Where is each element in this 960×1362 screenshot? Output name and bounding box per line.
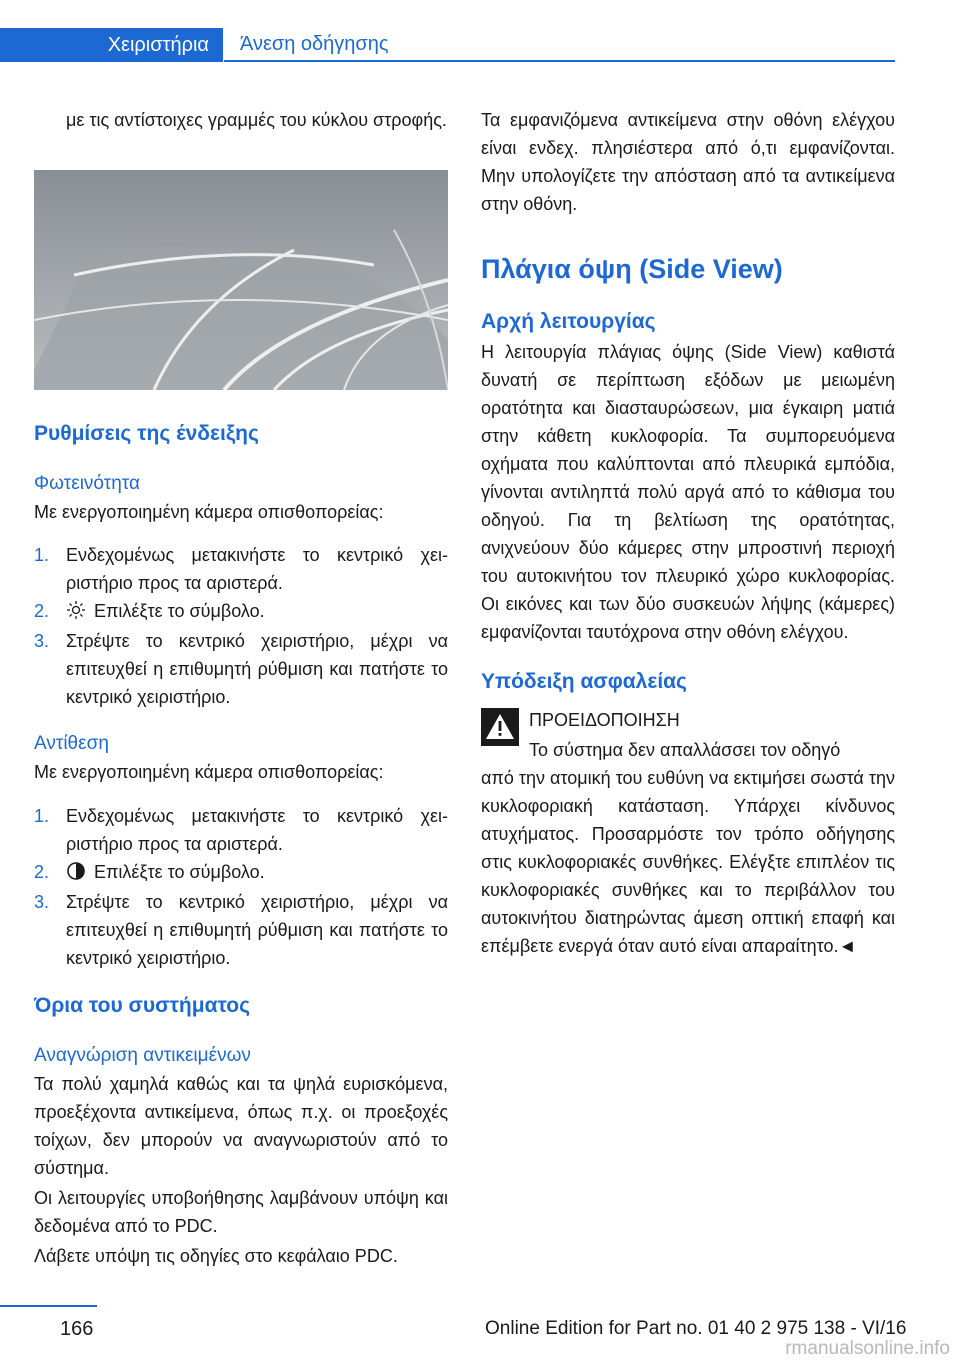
principle-heading: Αρχή λειτουργίας <box>481 310 656 333</box>
camera-view-figure <box>34 170 448 390</box>
principle-text: Η λειτουργία πλάγιας όψης (Side View) καθιστά δυνατή σε περίπτωση εξόδων με μειωμένη ορατότητα και διασταυρώσεων, μια έγκαιρη ματιά στην κάθετη κυκλοφορία. Τα συμπορευόμενα οχήματα που καλύπτονται από πλευρικά εμπόδια, γίνονται αντιληπτά πολύ αργά από το κάθισμα του οδηγού. Για τη βελτίωση της ορατότητας, ανιχνεύουν δύο κάμερες στην μπροστινή περιοχή του αυτοκινήτου τον πλευρικό χώρο κυκλοφορίας. Οι εικόνες και των δύο συσκευών λήψης (κάμερες) εμφανίζονται ταυτόχρονα στην οθόνη ελέγχου. <box>481 342 895 642</box>
detection-paragraph-3: Λάβετε υπόψη τις οδηγίες στο κεφάλαιο PDC. <box>34 1246 398 1266</box>
list-item <box>34 858 448 886</box>
list-item <box>34 627 448 711</box>
settings-heading: Ρυθμίσεις της ένδειξης <box>34 422 259 445</box>
step-text: Ενδεχομένως μετακινήστε το κεντρικό χειριστήριο προς τα αριστερά. <box>66 806 448 854</box>
warning-triangle-icon <box>481 708 519 746</box>
footer-rule <box>0 1305 97 1307</box>
step-number: 3. <box>34 892 50 912</box>
step-number: 1. <box>34 806 50 826</box>
warning-text: από την ατομική του ευθύνη να εκτιμήσει σωστά την κυκλοφοριακή κατάσταση. Υπάρχει κίνδυνος ατυχήματος. Προσαρμόστε τον τρόπο οδήγησης στις κυκλοφοριακές συνθήκες. Ελέγξτε επιπλέον τις κυκλοφοριακές συνθήκες και το περιβάλλον του αυτοκινήτου διατηρώντας άμεση οπτική επαφή και επέμβετε ενεργά όταν αυτό είναι απαραίτητο.◄ <box>481 768 895 956</box>
page-number: 166 <box>60 1318 94 1340</box>
step-text: Ενδεχομένως μετακινήστε το κεντρικό χειριστήριο προς τα αριστερά. <box>66 545 448 593</box>
contrast-lead: Με ενεργοποιημένη κάμερα οπισθοπορείας: <box>34 762 384 782</box>
edition-note: Online Edition for Part no. 01 40 2 975 138 - VI/16 <box>485 1318 907 1339</box>
tab-driving-comfort[interactable]: Άνεση οδήγησης <box>224 28 895 62</box>
list-item <box>34 888 448 972</box>
list-item <box>34 541 448 597</box>
step-text: Στρέψτε το κεντρικό χειριστήριο, μέχρι να επιτευχθεί η επιθυμητή ρύθμιση και πατήστε το κεντρικό χειριστήριο. <box>66 892 448 968</box>
warning-label: ΠΡΟΕΙΔΟΠΟΙΗΣΗ <box>529 710 680 730</box>
step-text: Επιλέξτε το σύμβολο. <box>94 601 265 621</box>
system-limits-heading: Όρια του συστήματος <box>34 994 251 1017</box>
detection-paragraph-2: Οι λειτουργίες υποβοήθησης λαμβάνουν υπόψη και δεδομένα από το PDC. <box>34 1188 448 1236</box>
detection-paragraph-1: Τα πολύ χαμηλά καθώς και τα ψηλά ευρισκόμενα, προεξέχοντα αντικείμενα, όπως π.χ. οι προεξοχές τοίχων, δεν μπορούν να αναγνωριστούν από το σύστημα. <box>34 1074 448 1178</box>
step-number: 2. <box>34 862 50 882</box>
step-content <box>66 597 448 625</box>
contrast-heading: Αντίθεση <box>34 733 109 754</box>
display-note-text: Τα εμφανιζόμενα αντικείμενα στην οθόνη ελέγχου είναι ενδεχ. πλησιέστερα από ό,τι εμφανίζονται. Μην υπολογίζετε την απόσταση από τα αντικείμενα στην οθόνη. <box>481 110 895 214</box>
sun-brightness-icon <box>66 600 86 620</box>
step-number: 3. <box>34 631 50 651</box>
step-number: 1. <box>34 545 50 565</box>
step-content <box>66 858 448 886</box>
contrast-icon <box>66 861 86 881</box>
brightness-heading: Φωτεινότητα <box>34 473 141 494</box>
watermark: rmanualsonline.info <box>785 1338 950 1359</box>
safety-heading: Υπόδειξη ασφαλείας <box>481 670 687 693</box>
side-view-heading: Πλάγια όψη (Side View) <box>481 254 783 284</box>
warning-first-line: Το σύστημα δεν απαλλάσσει τον οδηγό <box>529 740 841 760</box>
step-text: Στρέψτε το κεντρικό χειριστήριο, μέχρι να επιτευχθεί η επιθυμητή ρύθμιση και πατήστε το κεντρικό χειριστήριο. <box>66 631 448 707</box>
page-header <box>0 0 895 62</box>
step-number: 2. <box>34 601 50 621</box>
object-detection-heading: Αναγνώριση αντικειμένων <box>34 1045 251 1066</box>
brightness-lead: Με ενεργοποιημένη κάμερα οπισθοπορείας: <box>34 502 384 522</box>
list-item <box>34 597 448 625</box>
intro-text: με τις αντίστοιχες γραμμές του κύκλου στροφής. <box>66 110 447 130</box>
list-item <box>34 802 448 858</box>
step-text: Επιλέξτε το σύμβολο. <box>94 862 265 882</box>
tab-controls[interactable]: Χειριστήρια <box>0 28 223 62</box>
